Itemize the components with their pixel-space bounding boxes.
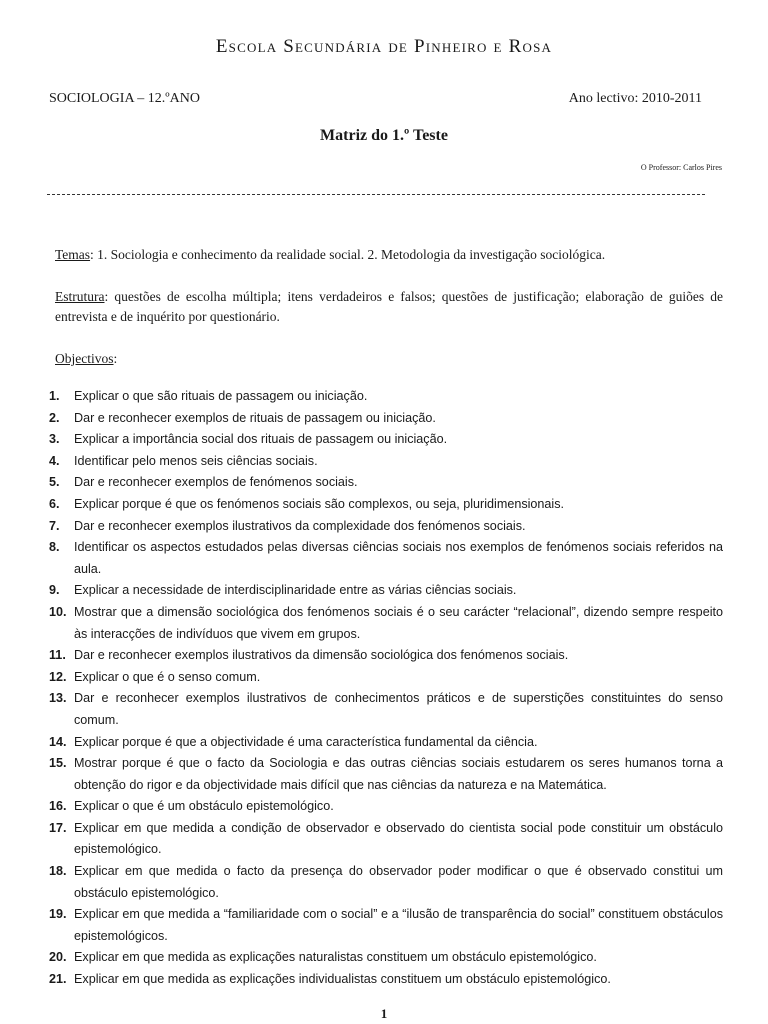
- objective-item: [49, 732, 723, 754]
- objective-number: 5.: [49, 475, 60, 490]
- objective-text: Explicar porque é que os fenómenos sociais são complexos, ou seja, pluridimensionais.: [74, 496, 565, 511]
- objective-text: Mostrar que a dimensão sociológica dos fenómenos sociais é o seu carácter “relacional”, dizendo sempre respeito às interacções de indivíduos que vivem em grupos.: [74, 604, 723, 641]
- objective-text: Dar e reconhecer exemplos ilustrativos da complexidade dos fenómenos sociais.: [74, 518, 526, 533]
- objective-number: 7.: [49, 518, 60, 533]
- objective-number: 9.: [49, 583, 60, 598]
- objective-text: Identificar os aspectos estudados pelas diversas ciências sociais nos exemplos de fenómenos sociais referidos na aula.: [74, 540, 723, 576]
- objective-number: 19.: [49, 907, 67, 922]
- objective-number: 14.: [49, 734, 67, 749]
- objective-item: [49, 818, 723, 861]
- objective-text: Dar e reconhecer exemplos de rituais de passagem ou iniciação.: [74, 410, 436, 425]
- objective-text: Identificar pelo menos seis ciências sociais.: [74, 453, 318, 468]
- objective-number: 17.: [49, 820, 67, 835]
- objective-text: Explicar a importância social dos rituais de passagem ou iniciação.: [74, 432, 448, 447]
- objective-text: Explicar o que são rituais de passagem ou iniciação.: [74, 389, 368, 403]
- objectives-list: [49, 386, 723, 991]
- objective-number: 16.: [49, 799, 67, 814]
- objective-text: Dar e reconhecer exemplos ilustrativos de conhecimentos práticos e de superstições constituintes do senso comum.: [74, 691, 723, 727]
- objective-item: [49, 861, 723, 904]
- objective-item: [49, 969, 723, 991]
- objective-text: Explicar em que medida a “familiaridade com o social” e a “ilusão de transparência do social” constituem obstáculos epistemológicos.: [74, 907, 723, 943]
- objective-item: [49, 580, 723, 602]
- objective-number: 3.: [49, 432, 60, 447]
- objective-item: [49, 904, 723, 947]
- objective-number: 10.: [49, 604, 67, 619]
- estrutura-text: : questões de escolha múltipla; itens verdadeiros e falsos; questões de justificação; elaboração de guiões de entrevista e de inquérito por questionário.: [55, 289, 723, 324]
- objective-number: 8.: [49, 540, 60, 555]
- objective-text: Explicar o que é o senso comum.: [74, 669, 261, 684]
- temas-text: : 1. Sociologia e conhecimento da realidade social. 2. Metodologia da investigação sociológica.: [90, 247, 606, 262]
- objective-number: 1.: [49, 389, 60, 403]
- objective-number: 21.: [49, 972, 67, 987]
- subject-label: SOCIOLOGIA – 12.ºANO: [49, 91, 200, 106]
- objective-number: 15.: [49, 756, 67, 771]
- objective-number: 20.: [49, 950, 67, 965]
- objective-item: [49, 494, 723, 516]
- objective-text: Explicar a necessidade de interdisciplinaridade entre as várias ciências sociais.: [74, 583, 517, 598]
- objective-item: [49, 753, 723, 796]
- professor-name: O Professor: Carlos Pires: [640, 163, 722, 172]
- objective-number: 11.: [49, 648, 66, 663]
- school-name: Escola Secundária de Pinheiro e Rosa: [215, 36, 553, 57]
- school-year: Ano lectivo: 2010-2011: [568, 91, 702, 106]
- objective-item: [49, 537, 723, 580]
- objective-number: 6.: [49, 496, 60, 511]
- estrutura-paragraph: [55, 287, 723, 327]
- temas-label: Temas: [55, 247, 91, 262]
- objective-text: Dar e reconhecer exemplos ilustrativos da dimensão sociológica dos fenómenos sociais.: [74, 648, 569, 663]
- document-title: Matriz do 1.º Teste: [320, 127, 448, 144]
- objective-item: [49, 386, 723, 408]
- objective-text: Explicar porque é que a objectividade é uma característica fundamental da ciência.: [74, 734, 538, 749]
- objective-item: [49, 451, 723, 473]
- page-number: 1: [380, 1006, 388, 1021]
- objective-number: 12.: [49, 669, 67, 684]
- objective-text: Explicar em que medida o facto da presença do observador poder modificar o que é observado constitui um obstáculo epistemológico.: [74, 864, 723, 900]
- objective-item: [49, 645, 723, 667]
- objective-item: [49, 408, 723, 430]
- objective-item: [49, 516, 723, 538]
- objective-item: [49, 796, 723, 818]
- objective-text: Explicar o que é um obstáculo epistemológico.: [74, 799, 334, 814]
- estrutura-label: Estrutura: [55, 289, 105, 304]
- objectivos-suffix: :: [113, 351, 118, 366]
- objective-number: 4.: [49, 453, 60, 468]
- objective-text: Explicar em que medida as explicações naturalistas constituem um obstáculo epistemológico.: [74, 950, 597, 965]
- objective-number: 13.: [49, 691, 67, 706]
- objective-item: [49, 472, 723, 494]
- objective-number: 18.: [49, 864, 67, 879]
- objective-text: Explicar em que medida a condição de observador e observado do cientista social pode constituir um obstáculo epistemológico.: [74, 820, 723, 857]
- objective-item: [49, 947, 723, 969]
- objective-text: Mostrar porque é que o facto da Sociologia e das outras ciências sociais estudarem os seres humanos torna a obtenção do rigor e da objectividade mais difícil que nas ciências da natureza e na Matemática.: [74, 756, 723, 792]
- objective-text: Explicar em que medida as explicações individualistas constituem um obstáculo epistemológico.: [74, 972, 611, 987]
- temas-paragraph: [55, 245, 723, 265]
- objective-number: 2.: [49, 410, 60, 425]
- objective-item: [49, 667, 723, 689]
- objective-item: [49, 602, 723, 645]
- objective-item: [49, 688, 723, 731]
- objective-item: [49, 429, 723, 451]
- objective-text: Dar e reconhecer exemplos de fenómenos sociais.: [74, 475, 358, 490]
- objectivos-heading: [55, 349, 723, 369]
- dashed-separator: [47, 194, 705, 195]
- objectivos-label: Objectivos: [55, 351, 114, 366]
